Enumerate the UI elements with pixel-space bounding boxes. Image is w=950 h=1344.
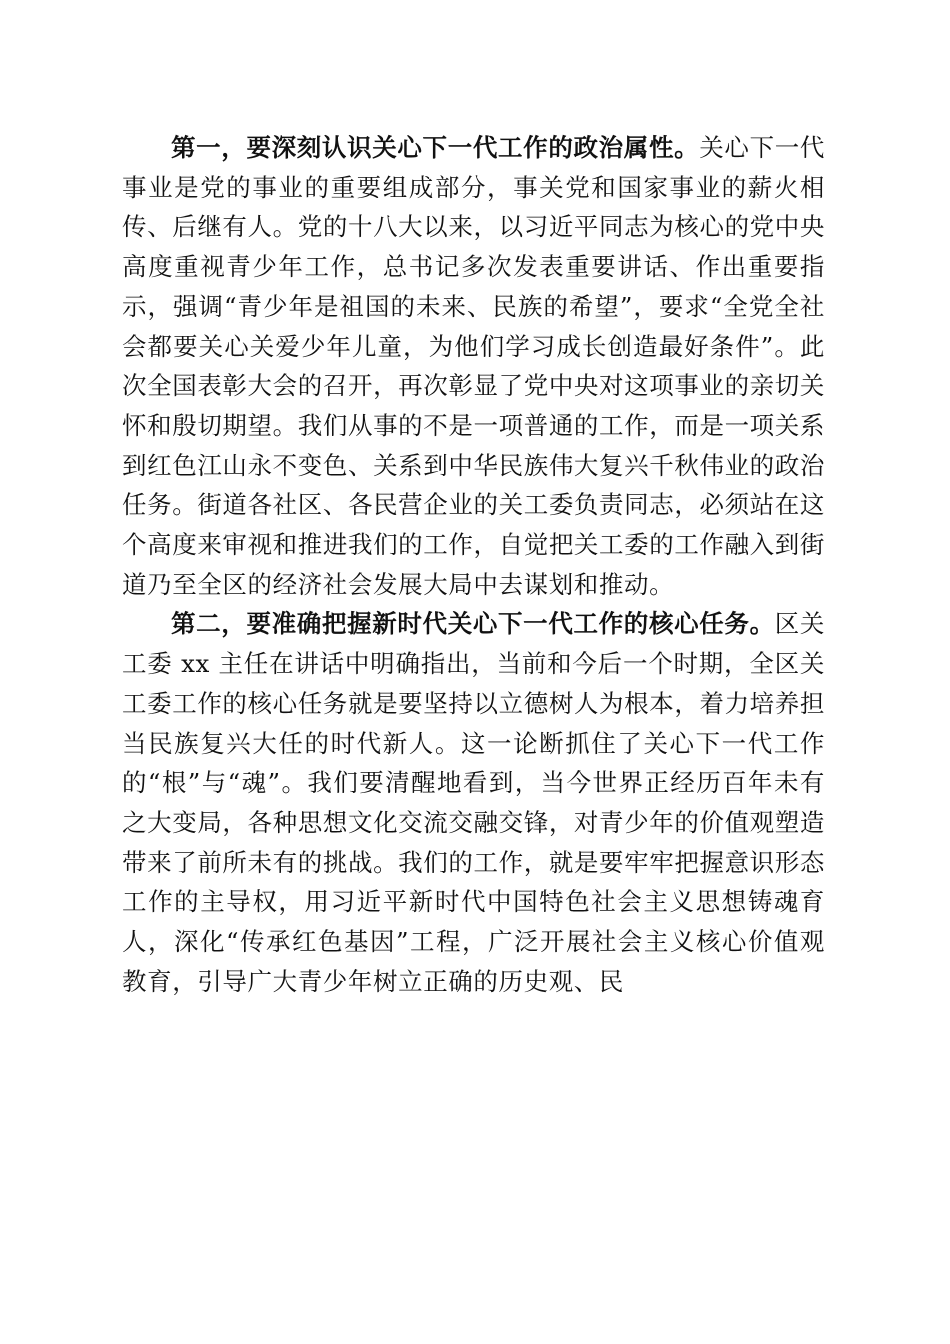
document-body [122, 128, 825, 1001]
paragraph-2-text: 区关工委 xx 主任在讲话中明确指出，当前和今后一个时期，全区关工委工作的核心任务就是要坚持以立德树人为根本，着力培养担当民族复兴大任的时代新人。这一论断抓住了关心下一代工作的“根”与“魂”。我们要清醒地看到，当今世界正经历百年未有之大变局，各种思想文化交流交融交锋，对青少年的价值观塑造带来了前所未有的挑战。我们的工作，就是要牢牢把握意识形态工作的主导权，用习近平新时代中国特色社会主义思想铸魂育人，深化“传承红色基因”工程，广泛开展社会主义核心价值观教育，引导广大青少年树立正确的历史观、民 [122, 609, 825, 996]
paragraph-2 [122, 604, 825, 1001]
paragraph-1-text: 关心下一代事业是党的事业的重要组成部分，事关党和国家事业的薪火相传、后继有人。党的十八大以来，以习近平同志为核心的党中央高度重视青少年工作，总书记多次发表重要讲话、作出重要指示，强调“青少年是祖国的未来、民族的希望”，要求“全党全社会都要关心关爱少年儿童，为他们学习成长创造最好条件”。此次全国表彰大会的召开，再次彰显了党中央对这项事业的亲切关怀和殷切期望。我们从事的不是一项普通的工作，而是一项关系到红色江山永不变色、关系到中华民族伟大复兴千秋伟业的政治任务。街道各社区、各民营企业的关工委负责同志，必须站在这个高度来审视和推进我们的工作，自觉把关工委的工作融入到街道乃至全区的经济社会发展大局中去谋划和推动。 [122, 133, 825, 599]
paragraph-1-heading: 第一，要深刻认识关心下一代工作的政治属性。 [171, 133, 700, 162]
paragraph-1 [122, 128, 825, 604]
paragraph-2-heading: 第二，要准确把握新时代关心下一代工作的核心任务。 [171, 609, 775, 639]
